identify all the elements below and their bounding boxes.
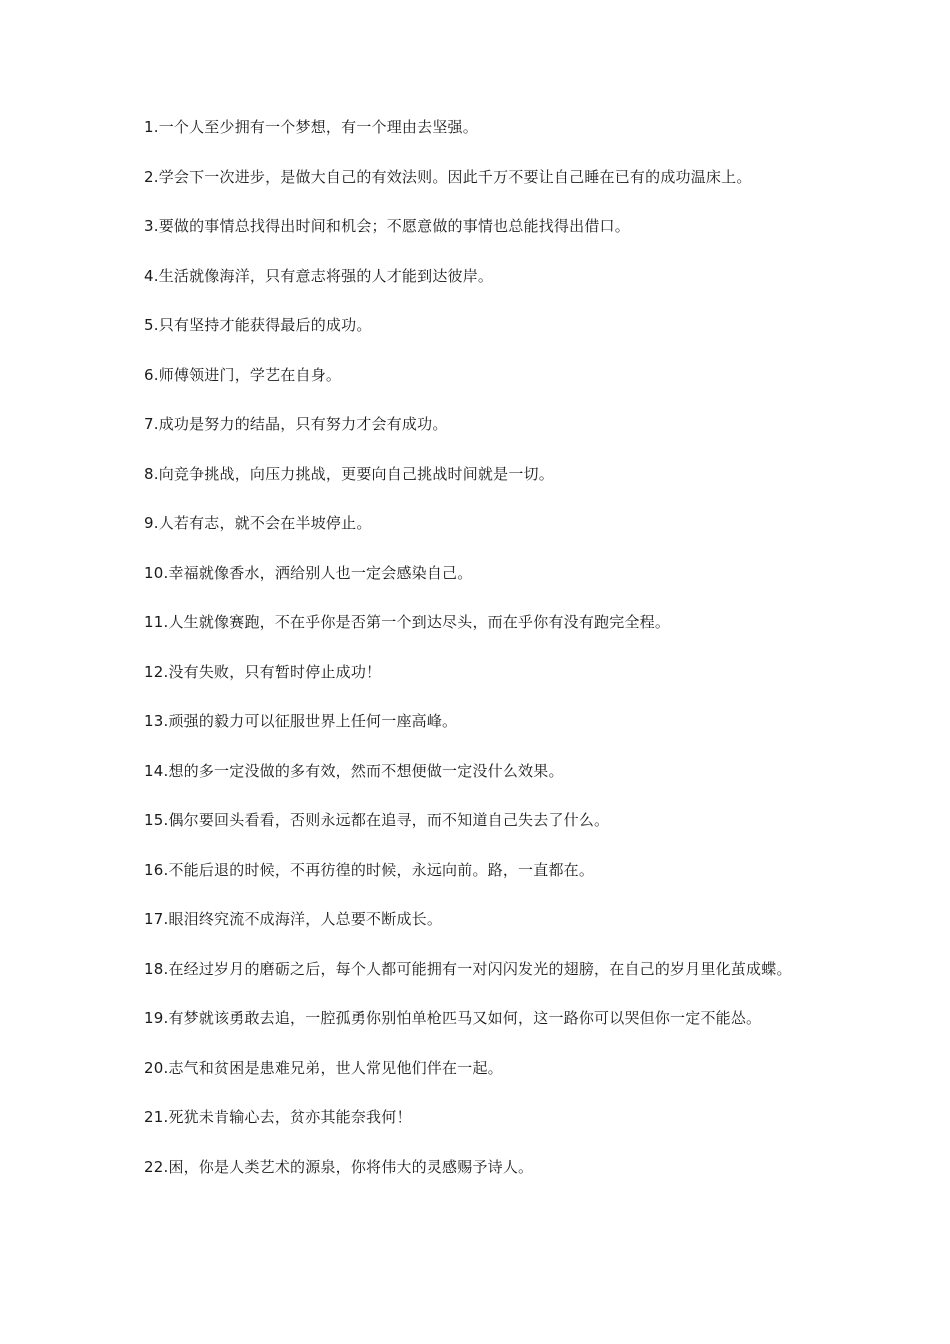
quote-item: 18.在经过岁月的磨砺之后，每个人都可能拥有一对闪闪发光的翅膀，在自己的岁月里化茧成蝶。: [144, 959, 792, 978]
quote-item: 20.志气和贫困是患难兄弟，世人常见他们伴在一起。: [144, 1058, 503, 1077]
quote-item: 12.没有失败，只有暂时停止成功！: [144, 662, 382, 681]
quote-item: 2.学会下一次进步，是做大自己的有效法则。因此千万不要让自己睡在已有的成功温床上。: [144, 167, 752, 186]
quote-item: 8.向竞争挑战，向压力挑战，更要向自己挑战时间就是一切。: [144, 464, 554, 483]
quote-item: 9.人若有志，就不会在半坡停止。: [144, 514, 372, 532]
quote-item: 17.眼泪终究流不成海洋，人总要不断成长。: [144, 910, 443, 928]
quote-item: 22.困，你是人类艺术的源泉，你将伟大的灵感赐予诗人。: [144, 1157, 534, 1176]
quote-item: 4.生活就像海洋，只有意志将强的人才能到达彼岸。: [144, 266, 494, 285]
quote-item: 3.要做的事情总找得出时间和机会；不愿意做的事情也总能找得出借口。: [144, 217, 630, 235]
quote-item: 13.顽强的毅力可以征服世界上任何一座高峰。: [144, 712, 458, 730]
quote-item: 6.师傅领进门，学艺在自身。: [144, 365, 342, 384]
quote-item: 16.不能后退的时候，不再彷徨的时候，永远向前。路，一直都在。: [144, 860, 595, 879]
quote-item: 7.成功是努力的结晶，只有努力才会有成功。: [144, 415, 448, 433]
quote-item: 11.人生就像赛跑，不在乎你是否第一个到达尽头，而在乎你有没有跑完全程。: [144, 613, 671, 631]
quote-item: 10.幸福就像香水，洒给别人也一定会感染自己。: [144, 563, 473, 582]
quote-item: 19.有梦就该勇敢去追，一腔孤勇你别怕单枪匹马又如何，这一路你可以哭但你一定不能怂。: [144, 1009, 762, 1027]
quote-list: [144, 116, 814, 1205]
quote-item: 14.想的多一定没做的多有效，然而不想便做一定没什么效果。: [144, 761, 564, 780]
quote-item: 15.偶尔要回头看看，否则永远都在追寻，而不知道自己失去了什么。: [144, 811, 610, 829]
quote-item: 1.一个人至少拥有一个梦想，有一个理由去坚强。: [144, 118, 478, 136]
quote-item: 21.死犹未肯输心去，贫亦其能奈我何！: [144, 1108, 412, 1126]
quote-item: 5.只有坚持才能获得最后的成功。: [144, 316, 372, 334]
